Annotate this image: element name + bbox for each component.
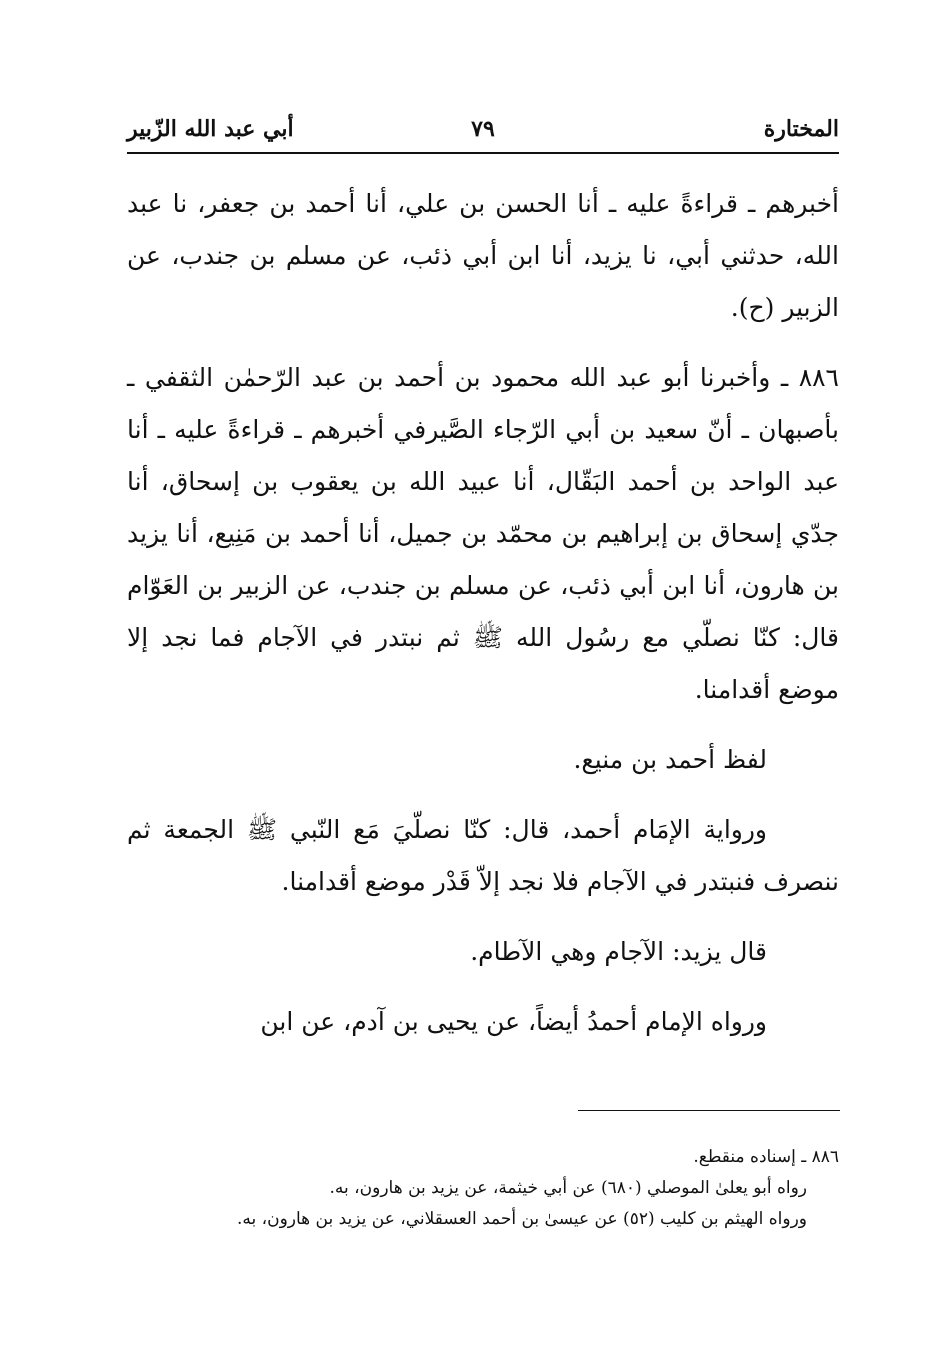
book-title: المختارة xyxy=(763,116,839,142)
chapter-title: أبي عبد الله الزّبير xyxy=(127,116,294,142)
main-text xyxy=(127,178,839,1066)
footnote-line-1: رواه أبو يعلىٰ الموصلي (٦٨٠) عن أبي خيثمة، عن يزيد بن هارون، به. xyxy=(329,1178,807,1198)
paragraph-yazid-remark: قال يزيد: الآجام وهي الآطام. xyxy=(470,937,767,966)
page-header xyxy=(127,110,839,154)
footnote-886-heading: ٨٨٦ ـ إسناده منقطع. xyxy=(693,1147,839,1167)
hadith-886: ٨٨٦ ـ وأخبرنا أبو عبد الله محمود بن أحمد بن عبد الرّحمٰن الثقفي ـ بأصبهان ـ أنّ سعيد بن أبي الرّجاء الصَّيرفي أخبرهم ـ قراءةً عليه ـ أنا عبد الواحد بن أحمد البَقّال، أنا عبيد الله بن يعقوب بن إسحاق، أنا جدّي إسحاق بن إبراهيم بن محمّد بن جميل، أنا أحمد بن مَنِيع، أنا يزيد بن هارون، أنا ابن أبي ذئب، عن مسلم بن جندب، عن الزبير بن العَوّام قال: كنّا نصلّي مع رسُول الله ﷺ ثم نبتدر في الآجام فما نجد إلا موضع أقدامنا. xyxy=(127,363,839,704)
paragraph-ahmad-narration: ورواية الإمَام أحمد، قال: كنّا نصلّيَ مَع النّبي ﷺ الجمعة ثم ننصرف فنبتدر في الآجام فلا نجد إلاّ قَدْر موضع أقدامنا. xyxy=(127,815,839,896)
footnotes xyxy=(127,1142,839,1235)
paragraph-continuation: ورواه الإمام أحمدُ أيضاً، عن يحيى بن آدم، عن ابن xyxy=(260,1007,767,1036)
paragraph-wording-note: لفظ أحمد بن منيع. xyxy=(573,745,767,774)
footnote-line-2: ورواه الهيثم بن كليب (٥٢) عن عيسىٰ بن أحمد العسقلاني، عن يزيد بن هارون، به. xyxy=(236,1209,807,1229)
paragraph-1: أخبرهم ـ قراءةً عليه ـ أنا الحسن بن علي، أنا أحمد بن جعفر، نا عبد الله، حدثني أبي، نا يزيد، أنا ابن أبي ذئب، عن مسلم بن جندب، عن الزبير (ح). xyxy=(127,189,839,322)
footnote-divider xyxy=(578,1110,840,1111)
page-number: ٧٩ xyxy=(471,116,495,142)
